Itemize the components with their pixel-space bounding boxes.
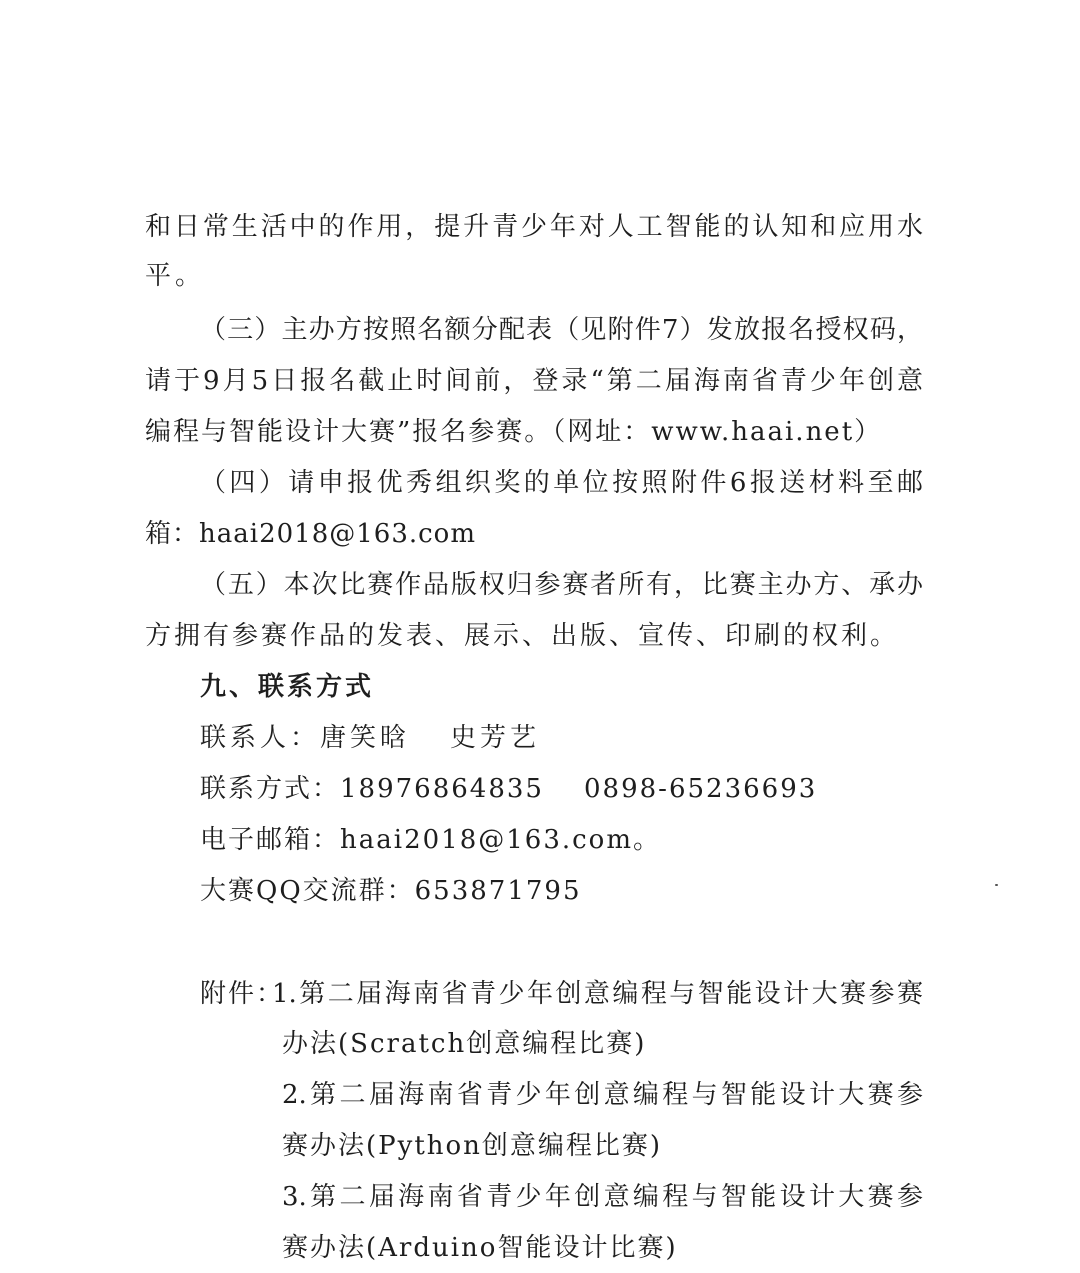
body-line-4: 请于9月5日报名截止时间前，登录“第二届海南省青少年创意 [145, 366, 923, 396]
contact-qq-line: 大赛QQ交流群：653871795 [200, 876, 582, 906]
section-heading-contact: 九、联系方式 [200, 672, 375, 702]
contact-phone-2: 0898-65236693 [583, 774, 818, 804]
body-line-2: 平。 [145, 261, 206, 291]
attachment-3-line-1: 3.第二届海南省青少年创意编程与智能设计大赛参 [282, 1182, 923, 1212]
body-line-1: 和日常生活中的作用，提升青少年对人工智能的认知和应用水 [145, 212, 923, 242]
attachment-3-line-2: 赛办法(Arduino智能设计比赛) [282, 1233, 678, 1263]
contact-email-line: 电子邮箱：haai2018@163.com。 [200, 825, 661, 855]
body-line-7: 箱：haai2018@163.com [145, 519, 476, 549]
body-line-9: 方拥有参赛作品的发表、展示、出版、宣传、印刷的权利。 [145, 621, 900, 651]
contact-person-1: 唐笑晗 [320, 723, 411, 753]
scan-speck [995, 884, 998, 886]
attachment-1-line-1: 1.第二届海南省青少年创意编程与智能设计大赛参赛 [272, 979, 923, 1009]
contact-phone-1: 18976864835 [340, 774, 544, 804]
body-line-5: 编程与智能设计大赛”报名参赛。（网址：www.haai.net） [145, 417, 883, 447]
attachment-1-line-2: 办法(Scratch创意编程比赛) [282, 1029, 647, 1059]
contact-person-line [200, 721, 540, 755]
attachments-label: 附件： [200, 979, 285, 1009]
attachment-2-line-1: 2.第二届海南省青少年创意编程与智能设计大赛参 [282, 1080, 923, 1110]
body-line-8: （五）本次比赛作品版权归参赛者所有，比赛主办方、承办 [200, 570, 923, 600]
body-line-6: （四）请申报优秀组织奖的单位按照附件6报送材料至邮 [200, 468, 923, 498]
contact-person-label: 联系人： [200, 723, 321, 753]
contact-person-2: 史芳艺 [450, 723, 541, 753]
contact-phone-label: 联系方式： [200, 774, 341, 804]
attachment-2-line-2: 赛办法(Python创意编程比赛) [282, 1131, 663, 1161]
contact-phone-line [200, 772, 817, 806]
body-line-3: （三）主办方按照名额分配表（见附件7）发放报名授权码， [200, 315, 923, 345]
